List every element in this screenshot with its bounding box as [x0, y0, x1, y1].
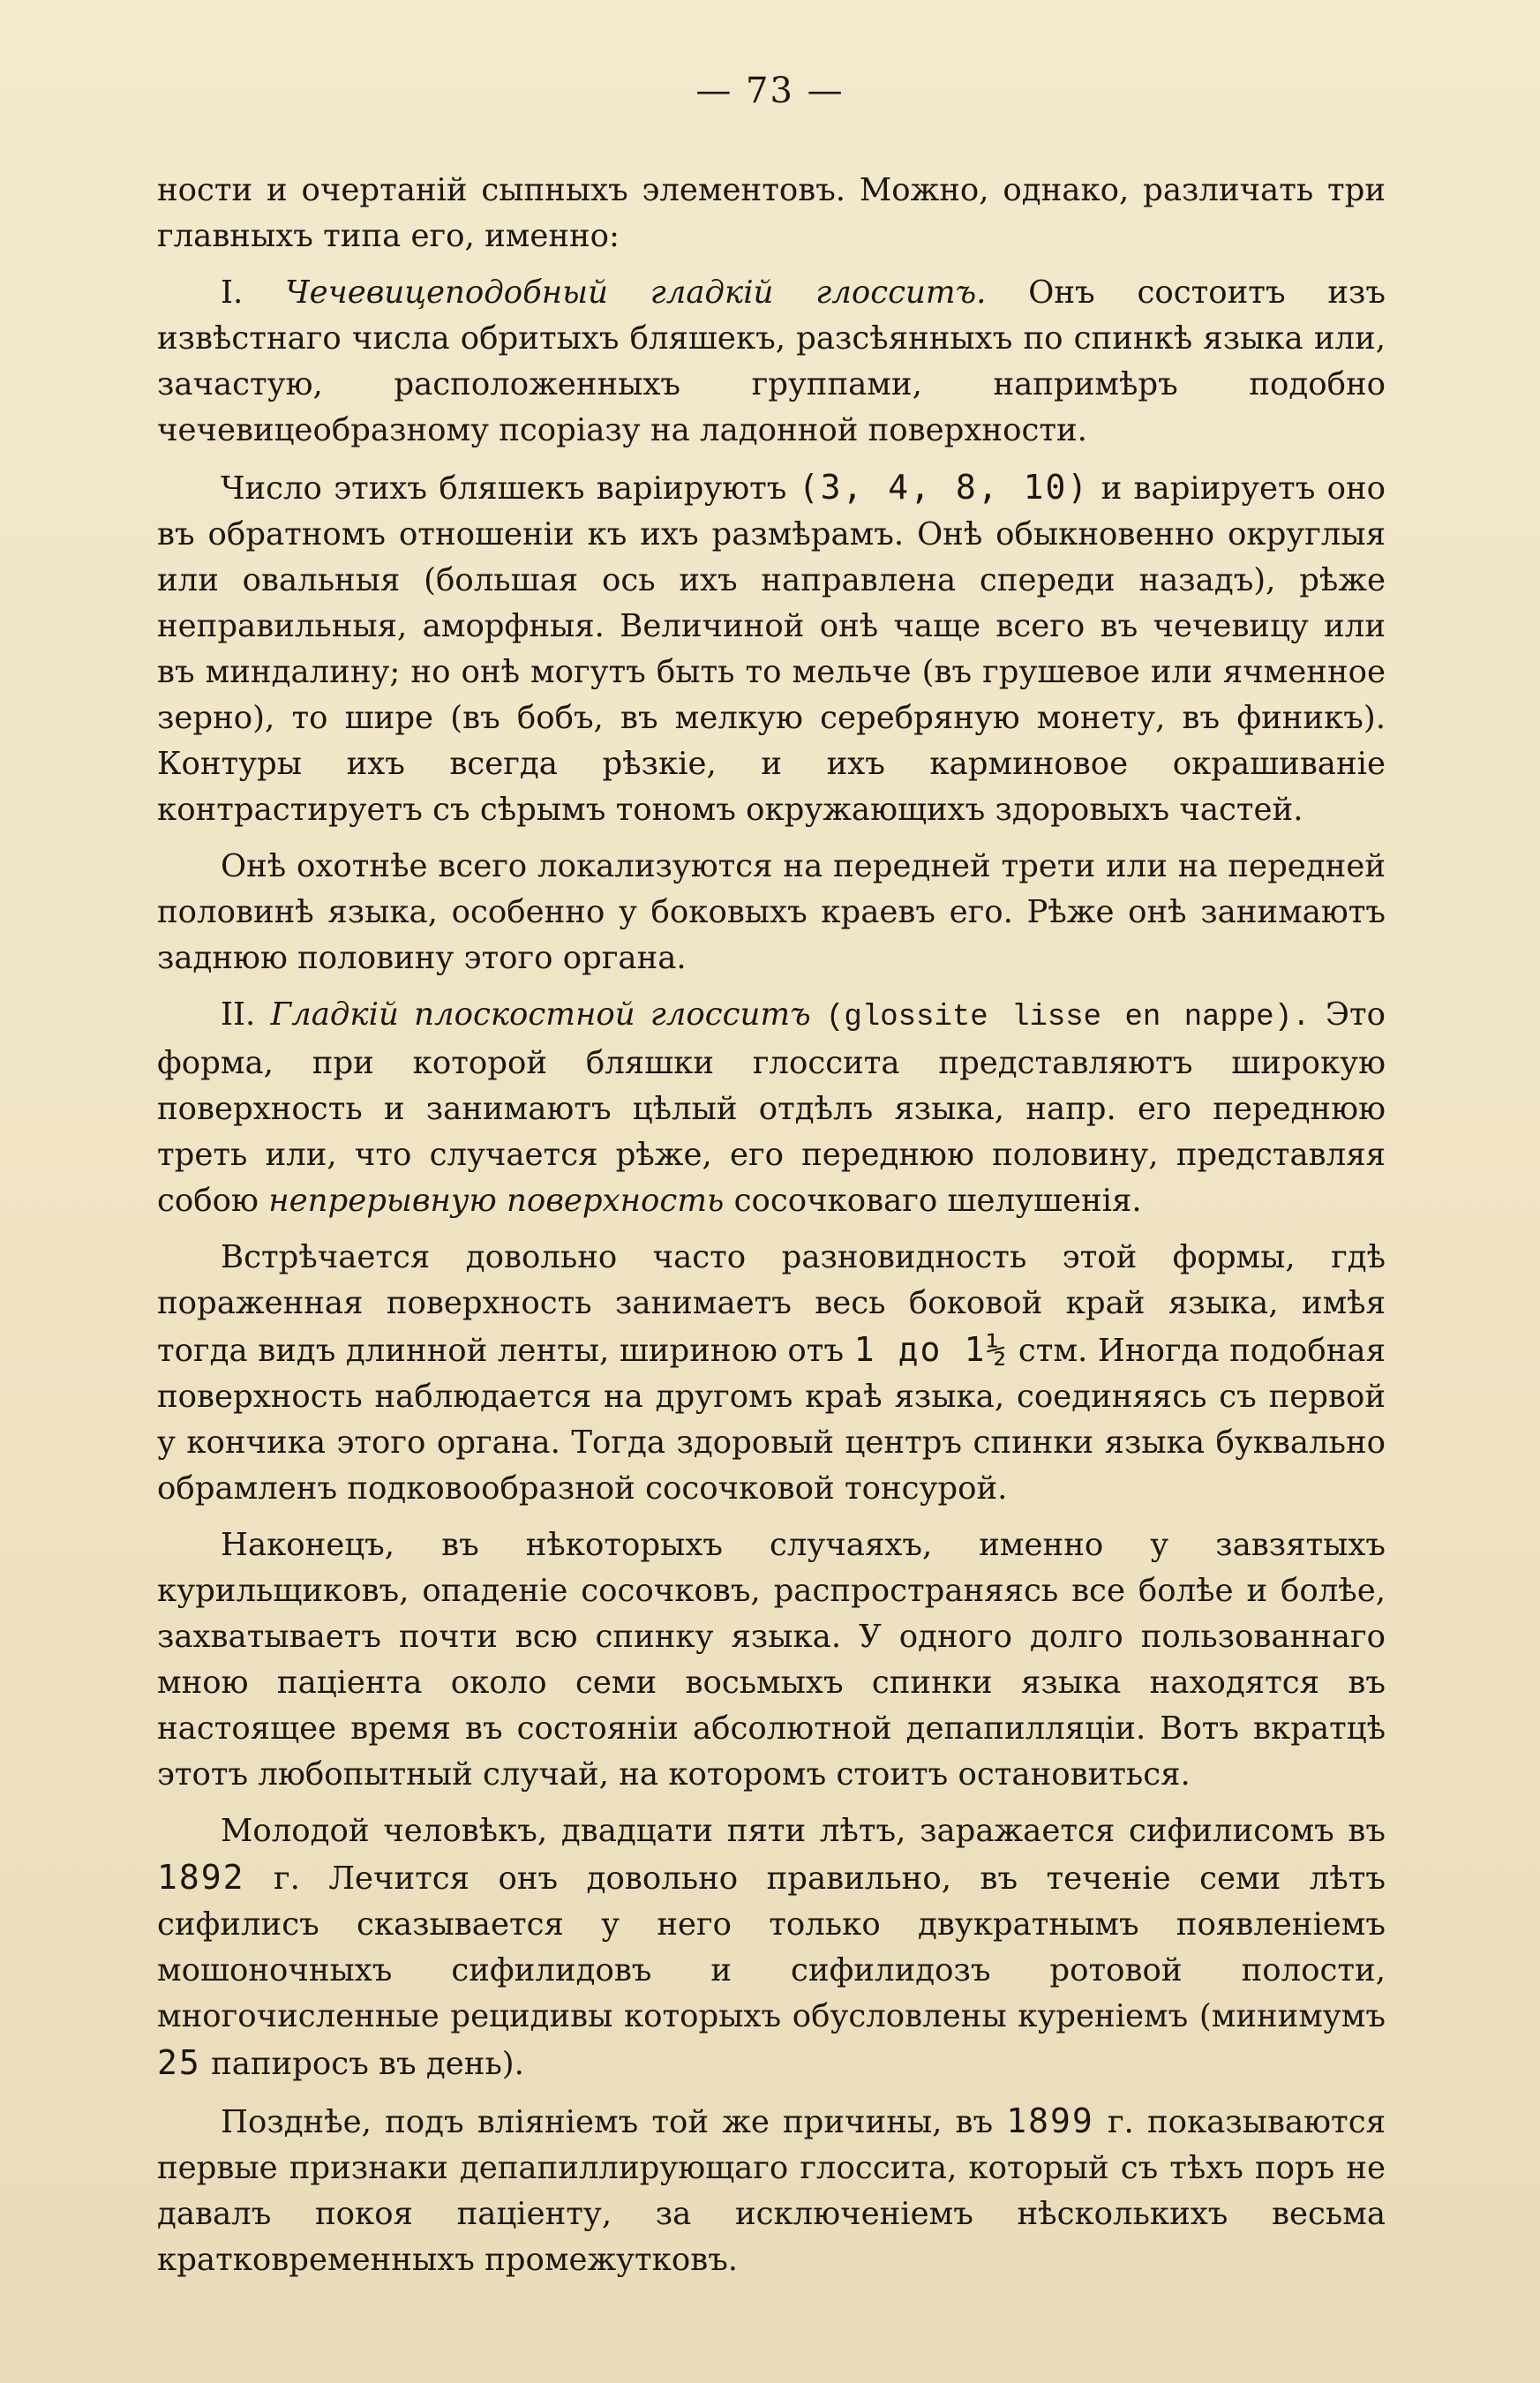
paragraph-9 [157, 2098, 1386, 2283]
onset-year: 1899 [1006, 2101, 1094, 2140]
ribbon-width: 1 до 1½ [853, 1330, 1009, 1369]
paragraph-6-text-before: Встрѣчается довольно часто разновидность этой формы, гдѣ пораженная поверхность занимаетъ весь боковой край языка, имѣя тогда видъ длинной ленты, шириною отъ [157, 1239, 1386, 1369]
infection-year: 1892 [157, 1858, 245, 1897]
section-heading-2: Гладкiй плоскостной глосситъ [270, 996, 811, 1033]
paragraph-9-text-before: Позднѣе, подъ влiянiемъ той же причины, въ [221, 2104, 994, 2140]
paragraph-3-lead: Число этихъ бляшекъ варiируютъ [221, 470, 787, 507]
paragraph-1-text: ности и очертанiй сыпныхъ элементовъ. Можно, однако, различать три главныхъ типа его, именно: [157, 172, 1386, 254]
paragraph-5-text: Это форма, при которой бляшки глоссита представляютъ широкую поверхность и занимаютъ цѣлый отдѣлъ языка, напр. его переднюю треть или, что случается рѣже, его переднюю половину, представляя собою [157, 996, 1386, 1219]
paragraph-3 [157, 464, 1386, 833]
paragraph-5 [157, 992, 1386, 1224]
paragraph-3-text: и варiируетъ оно въ обратномъ отношенiи къ ихъ размѣрамъ. Онѣ обыкновенно округлыя или овальныя (большая ось ихъ направлена спереди назадъ), рѣже неправильныя, аморфныя. Величиной онѣ чаще всего въ чечевицу или въ миндалину; но онѣ могутъ быть то мельче (въ грушевое или ячменное зерно), то шире (въ бобъ, въ мелкую серебряную монету, въ финикъ). Контуры ихъ всегда рѣзкiе, и ихъ карминовое окрашиванiе контрастируетъ съ сѣрымъ тономъ окружающихъ здоровыхъ частей. [157, 470, 1386, 828]
paragraph-7-text: Наконецъ, въ нѣкоторыхъ случаяхъ, именно у завзятыхъ курильщиковъ, опаденiе сосочковъ, распространяясь все болѣе и болѣе, захватываетъ почти всю спинку языка. У одного долго пользованнаго мною пацiента около семи восьмыхъ спинки языка находятся въ настоящее время въ состоянiи абсолютной депапилляцiи. Вотъ вкратцѣ этотъ любопытный случай, на которомъ стоитъ остановиться. [157, 1527, 1386, 1793]
paragraph-4-text: Онѣ охотнѣе всего локализуются на передней трети или на передней половинѣ языка, особенно у боковыхъ краевъ его. Рѣже онѣ занимаютъ заднюю половину этого органа. [157, 848, 1386, 976]
cigarette-count: 25 [157, 2043, 201, 2082]
paragraph-6 [157, 1235, 1386, 1512]
paragraph-2 [157, 270, 1386, 454]
paragraph-1 [157, 168, 1386, 259]
paragraph-9-text-after: г. показываются первые признаки депапиллирующаго глоссита, который съ тѣхъ поръ не давалъ покоя пацiенту, за исключенiемъ нѣсколькихъ весьма кратковременныхъ промежутковъ. [157, 2104, 1386, 2278]
paragraph-8-text-after: г. Лечится онъ довольно правильно, въ теченiе семи лѣтъ сифилисъ сказывается у него только двукратнымъ появленiемъ мошоночныхъ сифилидовъ и сифилидозъ ротовой полости, многочисленные рецидивы которыхъ обусловлены куренiемъ (минимумъ [157, 1861, 1386, 2034]
plaque-counts: (3, 4, 8, 10) [798, 468, 1090, 507]
paragraph-4 [157, 844, 1386, 981]
paragraph-8-text-before: Молодой человѣкъ, двадцати пяти лѣтъ, заражается сифилисомъ въ [221, 1813, 1386, 1849]
paragraph-5-tail: сосочковаго шелушенiя. [733, 1183, 1142, 1219]
paragraph-8 [157, 1808, 1386, 2087]
paragraph-8-tail: папиросъ въ день). [211, 2046, 524, 2082]
section-heading-1: Чечевицеподобный гладкiй глосситъ. [285, 274, 987, 311]
section-marker-1: I. [221, 274, 244, 311]
paragraph-6-text-after: стм. Иногда подобная поверхность наблюдается на другомъ краѣ языка, соединяясь съ первой у кончика этого органа. Тогда здоровый центръ спинки языка буквально обрамленъ подковообразной сосочковой тонсурой. [157, 1333, 1386, 1507]
paragraph-2-text: Онъ состоитъ изъ извѣстнаго числа обритыхъ бляшекъ, разсѣянныхъ по спинкѣ языка или, зачастую, расположенныхъ группами, напримѣръ подобно чечевицеобразному псорiазу на ладонной поверхности. [157, 274, 1386, 448]
emphasis-text: непрерывную поверхность [268, 1183, 725, 1219]
paragraph-7 [157, 1522, 1386, 1798]
section-marker-2: II. [221, 996, 256, 1033]
french-term: (glossite lisse en nappe). [826, 1001, 1311, 1034]
body-text [157, 168, 1386, 2283]
page-number: — 73 — [695, 71, 845, 111]
